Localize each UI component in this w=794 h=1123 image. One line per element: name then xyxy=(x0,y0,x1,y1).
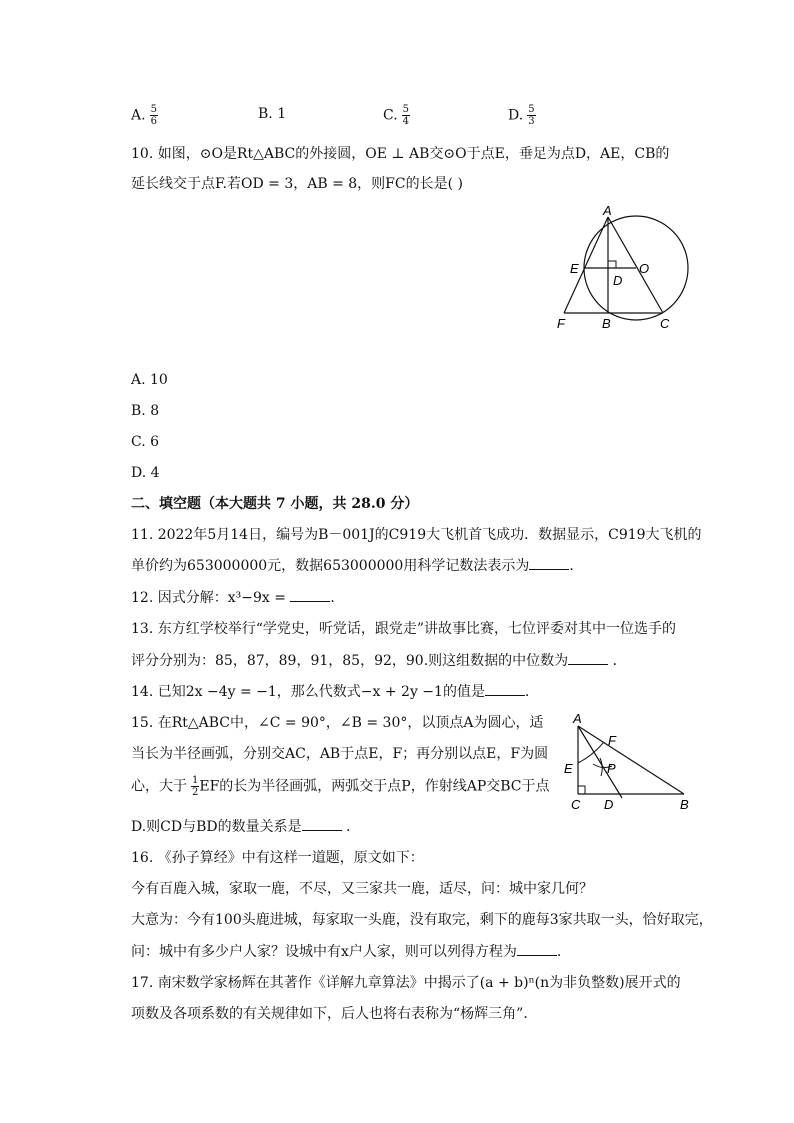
q10-line2: 延长线交于点F.若OD = 3，AB = 8，则FC的长是( ) xyxy=(131,176,463,192)
answer-blank[interactable] xyxy=(517,941,557,956)
q17-line1: 17. 南宋数学家杨辉在其著作《详解九章算法》中揭示了(a + b)ⁿ(n为非负整数)展开式的 xyxy=(131,975,681,991)
q10-option-a[interactable] xyxy=(131,370,168,390)
denominator: 3 xyxy=(528,116,535,127)
punctuation: ． xyxy=(556,944,571,960)
answer-blank[interactable] xyxy=(290,587,330,602)
label-d: D xyxy=(613,273,623,288)
q9-option-a[interactable] xyxy=(131,104,158,127)
numerator: 5 xyxy=(402,104,410,115)
label-a: A xyxy=(573,712,582,726)
numerator: 5 xyxy=(528,104,535,115)
denominator: 2 xyxy=(192,787,199,798)
right-angle-mark xyxy=(578,786,585,794)
q13-line2 xyxy=(131,650,627,671)
q12-text: 12. 因式分解：x³−9x = xyxy=(131,590,286,606)
fraction xyxy=(402,104,410,127)
segment-ab xyxy=(578,726,684,794)
punctuation: ． xyxy=(569,558,584,574)
q9-option-b[interactable] xyxy=(258,104,286,124)
option-letter: A. xyxy=(131,107,146,124)
denominator: 6 xyxy=(150,116,157,127)
q16-line2: 今有百鹿入城，家取一鹿，不尽，又三家共一鹿，适尽，问：城中家几何？ xyxy=(131,881,593,897)
q15-line3 xyxy=(131,775,550,798)
q15-line1: 15. 在Rt△ABC中，∠C = 90°，∠B = 30°，以顶点A为圆心，适 xyxy=(131,715,544,731)
punctuation: ． xyxy=(524,684,539,700)
numerator: 5 xyxy=(150,104,157,115)
option-value: 4 xyxy=(150,465,160,481)
label-f: F xyxy=(557,316,565,331)
answer-blank[interactable] xyxy=(568,650,608,665)
q17-line2: 项数及各项系数的有关规律如下，后人也将右表称为“杨辉三角”． xyxy=(131,1006,538,1022)
q13-text: 评分分别为：85，87，89，91，85，92，90.则这组数据的中位数为 xyxy=(131,653,569,669)
q10-figure xyxy=(550,205,700,335)
q10-option-d[interactable] xyxy=(131,463,160,483)
answer-blank[interactable] xyxy=(485,681,525,696)
numerator: 1 xyxy=(192,775,199,786)
q13-line1: 13. 东方红学校举行“学党史，听党话，跟党走”讲故事比赛，七位评委对其中一位选手的 xyxy=(131,621,677,637)
option-letter: D. xyxy=(131,465,147,481)
option-letter: A. xyxy=(131,372,146,388)
q15-figure xyxy=(560,712,700,814)
q15-text: EF的长为半径画弧，两弧交于点P，作射线AP交BC于点 xyxy=(199,778,550,795)
q11-text: 单价约为653000000元，数据653000000用科学记数法表示为 xyxy=(131,558,530,574)
option-value: 8 xyxy=(150,403,160,419)
q16-line4 xyxy=(131,941,571,962)
q16-line3: 大意为：今有100头鹿进城，每家取一头鹿，没有取完，剩下的鹿每3家共取一头，恰好取完， xyxy=(131,912,713,928)
denominator: 4 xyxy=(402,116,410,127)
option-letter: B. xyxy=(131,403,146,419)
option-value: 1 xyxy=(277,106,287,122)
option-value: 6 xyxy=(150,434,160,450)
fraction xyxy=(150,104,158,127)
punctuation: ． xyxy=(341,819,361,835)
q10-option-b[interactable] xyxy=(131,401,159,421)
q9-option-d[interactable] xyxy=(508,104,536,127)
fraction xyxy=(527,104,535,127)
label-b: B xyxy=(680,797,689,812)
q15-line2: 当长为半径画弧，分别交AC，AB于点E，F；再分别以点E，F为圆 xyxy=(131,746,549,762)
label-a: A xyxy=(603,205,612,218)
q9-option-c[interactable] xyxy=(383,104,410,127)
option-letter: C. xyxy=(383,107,398,124)
q14-text: 14. 已知2x −4y = −1，那么代数式−x + 2y −1的值是 xyxy=(131,684,485,700)
option-letter: B. xyxy=(258,106,273,122)
q16-line1: 16. 《孙子算经》中有这样一道题，原文如下： xyxy=(131,850,424,866)
section-heading: 二、填空题（本大题共 7 小题，共 28.0 分） xyxy=(131,496,419,512)
q12-line xyxy=(131,587,344,608)
option-letter: C. xyxy=(131,434,146,450)
right-angle-mark xyxy=(608,261,616,268)
label-p: P xyxy=(607,761,616,776)
q15-text: 心，大于 xyxy=(131,778,187,795)
label-d: D xyxy=(604,797,614,812)
label-c: C xyxy=(660,316,670,331)
label-e: E xyxy=(564,761,573,776)
q15-text: D.则CD与BD的数量关系是 xyxy=(131,819,302,835)
answer-blank[interactable] xyxy=(529,555,569,570)
q10-line1: 10. 如图，⊙O是Rt△ABC的外接圆，OE ⊥ AB交⊙O于点E，垂足为点D，AE，CB的 xyxy=(131,146,670,162)
arc-ef xyxy=(578,742,604,763)
answer-blank[interactable] xyxy=(302,816,342,831)
q10-option-c[interactable] xyxy=(131,432,159,452)
q11-line2 xyxy=(131,555,583,576)
punctuation: ． xyxy=(330,590,345,606)
q11-line1: 11. 2022年5月14日，编号为B－001J的C919大飞机首飞成功．数据显示，C919大飞机的 xyxy=(131,527,702,543)
q15-line4 xyxy=(131,816,360,837)
option-value: 10 xyxy=(150,372,168,388)
q14-line xyxy=(131,681,539,702)
q16-text: 问：城中有多少户人家？设城中有x户人家，则可以列得方程为 xyxy=(131,944,517,960)
label-e: E xyxy=(570,261,579,276)
label-b: B xyxy=(602,316,611,331)
label-c: C xyxy=(571,797,581,812)
option-letter: D. xyxy=(508,107,524,124)
label-f: F xyxy=(608,733,616,748)
label-o: O xyxy=(639,261,650,276)
punctuation: ． xyxy=(608,653,627,669)
